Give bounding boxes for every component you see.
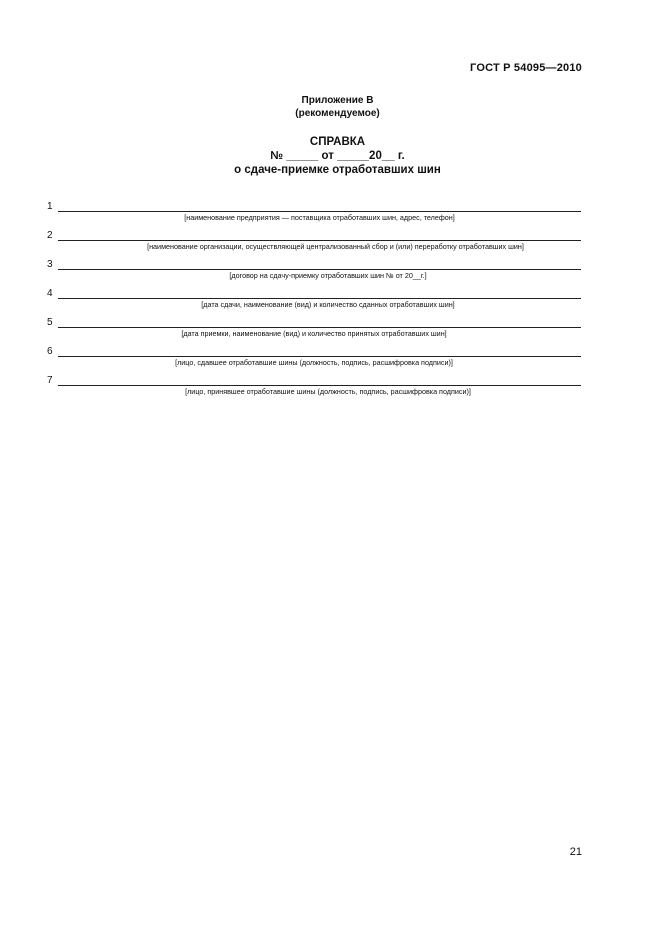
- form-entry-5: [0, 317, 661, 347]
- certificate-heading: [7, 135, 661, 177]
- entry-number: 2: [47, 230, 53, 241]
- fill-in-line[interactable]: [58, 240, 581, 241]
- fill-in-line[interactable]: [58, 356, 581, 357]
- entry-number: 7: [47, 375, 53, 386]
- fill-in-line[interactable]: [58, 269, 581, 270]
- appendix-heading: [7, 94, 661, 120]
- form-entry-4: [0, 288, 661, 318]
- entry-caption: [наименование организации, осуществляющей централизованный сбор и (или) переработку отработавших шин]: [147, 242, 524, 251]
- certificate-subject: о сдаче-приемке отработавших шин: [234, 164, 441, 176]
- appendix-title: Приложение В: [301, 95, 374, 106]
- fill-in-line[interactable]: [58, 298, 581, 299]
- page-number: 21: [569, 846, 582, 858]
- form-entry-1: [0, 201, 661, 231]
- entry-number: 4: [47, 288, 53, 299]
- entry-caption: [наименование предприятия — поставщика отработавших шин, адрес, телефон]: [184, 213, 455, 222]
- fill-in-line[interactable]: [58, 385, 581, 386]
- appendix-subtitle: (рекомендуемое): [295, 108, 380, 119]
- form-entry-6: [0, 346, 661, 376]
- entry-number: 6: [47, 346, 53, 357]
- certificate-title: СПРАВКА: [309, 136, 366, 148]
- form-entry-2: [0, 230, 661, 260]
- form-entry-3: [0, 259, 661, 289]
- certificate-number-line: № _____ от _____20__ г.: [270, 150, 405, 162]
- entry-number: 3: [47, 259, 53, 270]
- entry-caption: [лицо, сдавшее отработавшие шины (должность, подпись, расшифровка подписи)]: [175, 358, 453, 367]
- entry-caption: [дата сдачи, наименование (вид) и количество сданных отработавших шин]: [201, 300, 455, 309]
- entry-number: 1: [47, 201, 53, 212]
- entry-caption: [лицо, принявшее отработавшие шины (должность, подпись, расшифровка подписи)]: [185, 387, 471, 396]
- fill-in-line[interactable]: [58, 211, 581, 212]
- fill-in-line[interactable]: [58, 327, 581, 328]
- entry-number: 5: [47, 317, 53, 328]
- form-entry-7: [0, 375, 661, 405]
- entry-caption: [дата приемки, наименование (вид) и количество принятых отработавших шин]: [181, 329, 447, 338]
- entry-caption: [договор на сдачу-приемку отработавших шин № от 20__г.]: [229, 271, 427, 280]
- document-code: ГОСТ Р 54095—2010: [470, 62, 582, 74]
